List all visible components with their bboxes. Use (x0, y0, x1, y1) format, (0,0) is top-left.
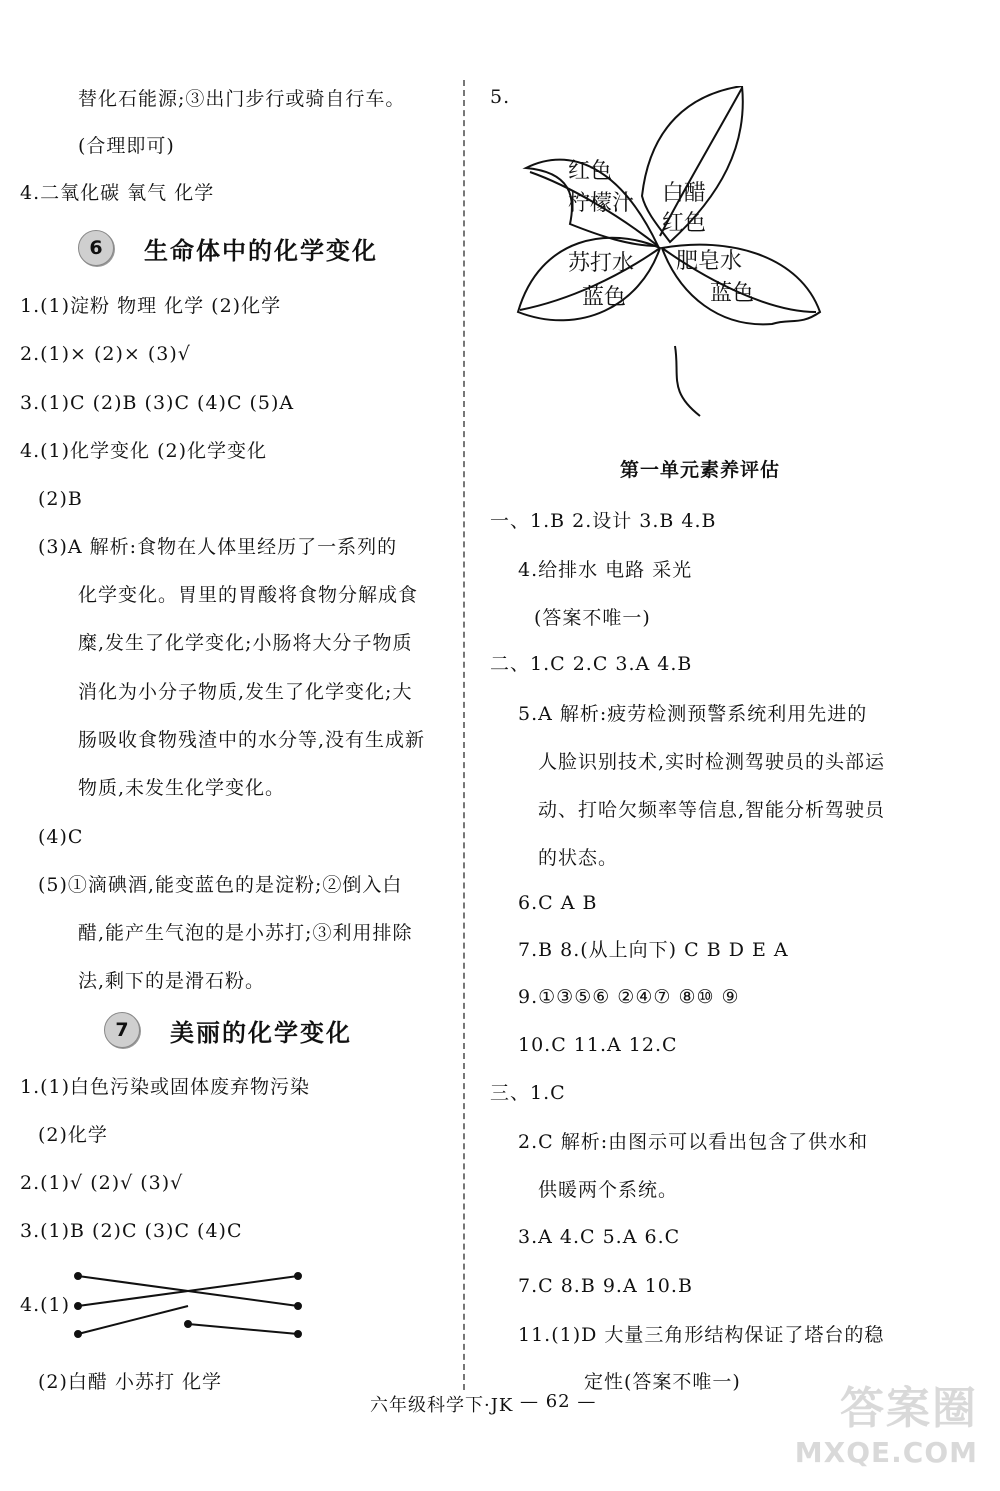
right-answer-line: 11.(1)D 大量三角形结构保证了塔台的稳 (518, 1324, 885, 1346)
petal-br-line1: 肥皂水 (676, 249, 743, 274)
right-answer-line: 4.给排水 电路 采光 (518, 559, 693, 581)
matching-lines-diagram (70, 1266, 310, 1340)
left-answer-line: 替化石能源;③出门步行或骑自行车。 (78, 88, 406, 110)
left-answer-line: 4.(1) (20, 1294, 71, 1316)
left-answer-line: 2.(1)× (2)× (3)√ (20, 343, 191, 365)
right-answer-line: 人脸识别技术,实时检测驾驶员的头部运 (538, 751, 886, 773)
left-answer-line: 糜,发生了化学变化;小肠将大分子物质 (78, 632, 413, 654)
right-answer-line: 动、打哈欠频率等信息,智能分析驾驶员 (538, 799, 886, 821)
right-answer-line: 10.C 11.A 12.C (518, 1034, 678, 1056)
left-answer-line: 醋,能产生气泡的是小苏打;③利用排除 (78, 922, 413, 944)
left-answer-line: 化学变化。胃里的胃酸将食物分解成食 (78, 584, 419, 606)
petal-top-line1: 白醋 (662, 181, 707, 206)
left-answer-line: (合理即可) (78, 135, 175, 157)
right-answer-line: 7.B 8.(从上向下) C B D E A (518, 939, 789, 961)
right-answer-line: 7.C 8.B 9.A 10.B (518, 1275, 693, 1297)
left-answer-line: (2)B (38, 488, 83, 510)
left-answer-line: 肠吸收食物残渣中的水分等,没有生成新 (78, 729, 426, 751)
right-answer-line: 供暖两个系统。 (538, 1179, 679, 1201)
column-divider (463, 80, 465, 1390)
left-answer-line: (2)化学 (38, 1124, 108, 1146)
left-answer-line: 3.(1)C (2)B (3)C (4)C (5)A (20, 392, 295, 414)
right-answer-line: 5.A 解析:疲劳检测预警系统利用先进的 (518, 703, 868, 725)
right-answer-line: 9.①③⑤⑥ ②④⑦ ⑧⑩ ⑨ (518, 986, 740, 1008)
footer-subject: 六年级科学下·JK (370, 1395, 514, 1416)
right-answer-line: 定性(答案不唯一) (584, 1371, 741, 1393)
left-answer-line: 4.二氧化碳 氧气 化学 (20, 182, 215, 204)
left-answer-line: 3.(1)B (2)C (3)C (4)C (20, 1220, 243, 1242)
petal-bl-line1: 苏打水 (568, 251, 635, 276)
petal-br-line2: 蓝色 (710, 281, 755, 306)
section-title: 美丽的化学变化 (170, 1018, 352, 1047)
section-6-header (78, 230, 378, 266)
footer-page-number: — 62 — (520, 1391, 597, 1412)
right-answer-line: 的状态。 (538, 847, 619, 869)
left-answer-line: 2.(1)√ (2)√ (3)√ (20, 1172, 184, 1194)
section-number-badge: 7 (104, 1012, 140, 1048)
right-answer-line: 一、1.B 2.设计 3.B 4.B (490, 510, 717, 532)
left-answer-line: (3)A 解析:食物在人体里经历了一系列的 (38, 536, 398, 558)
petal-left-line2: 柠檬汁 (568, 191, 635, 216)
right-answer-line: 三、1.C (490, 1082, 566, 1104)
left-answer-line: 物质,未发生化学变化。 (78, 777, 286, 799)
flower-diagram (510, 86, 830, 420)
left-answer-line: 法,剩下的是滑石粉。 (78, 970, 266, 992)
right-answer-line: 6.C A B (518, 892, 598, 914)
watermark-line1: 答案圈 (840, 1383, 978, 1434)
right-answer-line: 二、1.C 2.C 3.A 4.B (490, 653, 693, 675)
unit-assessment-title: 第一单元素养评估 (620, 459, 781, 481)
right-answer-line: (答案不唯一) (534, 607, 651, 629)
right-answer-line: 2.C 解析:由图示可以看出包含了供水和 (518, 1131, 869, 1153)
petal-bl-line2: 蓝色 (582, 285, 627, 310)
left-answer-line: (2)白醋 小苏打 化学 (38, 1371, 222, 1393)
right-answer-line: 3.A 4.C 5.A 6.C (518, 1226, 681, 1248)
section-title: 生命体中的化学变化 (144, 236, 378, 265)
section-number-badge: 6 (78, 230, 114, 266)
watermark-line2: MXQE.COM (794, 1436, 978, 1469)
left-answer-line: (5)①滴碘酒,能变蓝色的是淀粉;②倒入白 (38, 874, 403, 896)
q5-label: 5. (490, 86, 511, 108)
left-answer-line: (4)C (38, 826, 84, 848)
petal-left-line1: 红色 (568, 159, 613, 184)
left-answer-line: 1.(1)淀粉 物理 化学 (2)化学 (20, 295, 282, 317)
section-7-header (104, 1012, 352, 1048)
watermark-logo (795, 1372, 978, 1469)
left-answer-line: 4.(1)化学变化 (2)化学变化 (20, 440, 267, 462)
petal-top-line2: 红色 (662, 211, 707, 236)
left-answer-line: 1.(1)白色污染或固体废弃物污染 (20, 1076, 311, 1098)
left-answer-line: 消化为小分子物质,发生了化学变化;大 (78, 681, 413, 703)
